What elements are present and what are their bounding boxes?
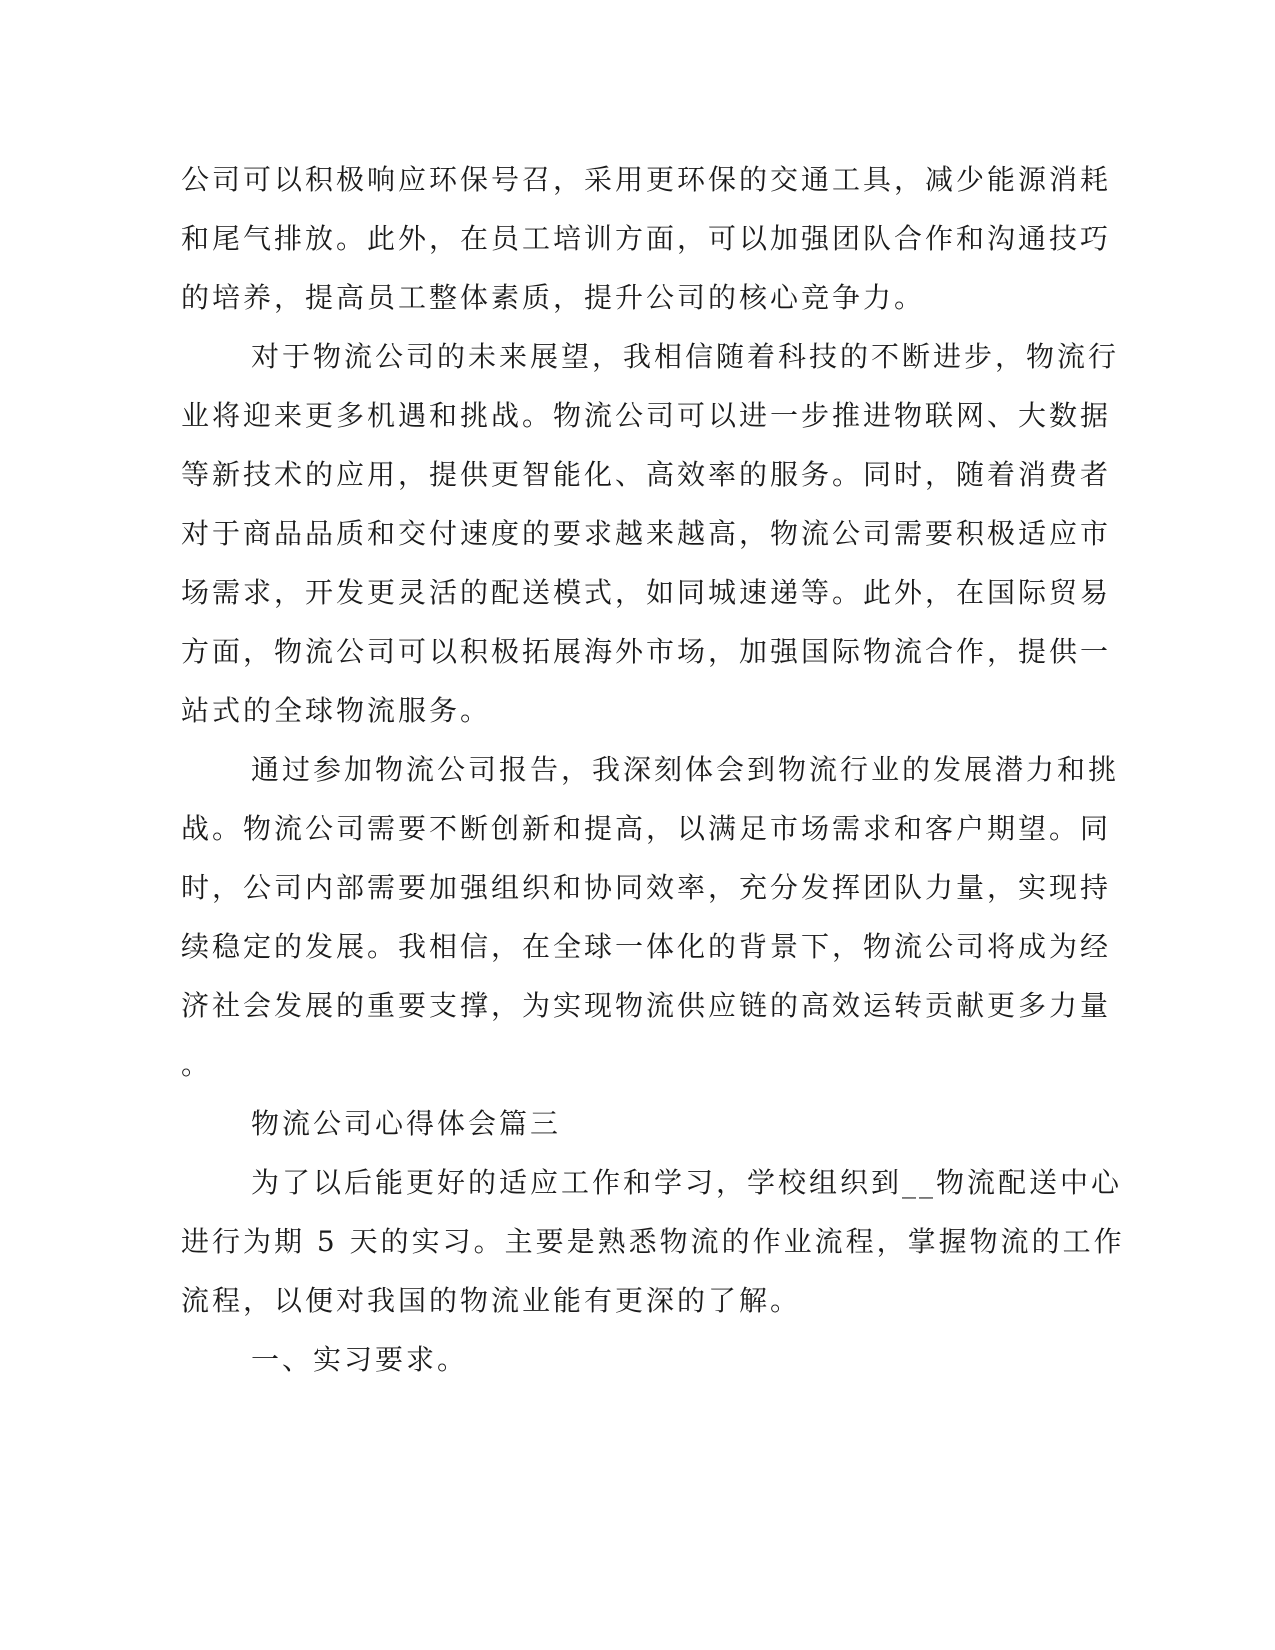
text-line: 时，公司内部需要加强组织和协同效率，充分发挥团队力量，实现持 bbox=[181, 871, 1112, 904]
text-line: 公司可以积极响应环保号召，采用更环保的交通工具，减少能源消耗 bbox=[181, 163, 1112, 196]
text-line: 方面，物流公司可以积极拓展海外市场，加强国际物流合作，提供一 bbox=[181, 635, 1112, 668]
section-heading: 物流公司心得体会篇三 bbox=[251, 1107, 562, 1140]
text-line: 业将迎来更多机遇和挑战。物流公司可以进一步推进物联网、大数据 bbox=[181, 399, 1112, 432]
text-line: 进行为期 5 天的实习。主要是熟悉物流的作业流程，掌握物流的工作 bbox=[181, 1225, 1125, 1258]
paragraph-first-line: 对于物流公司的未来展望，我相信随着科技的不断进步，物流行 bbox=[251, 340, 1120, 373]
text-line: 续稳定的发展。我相信，在全球一体化的背景下，物流公司将成为经 bbox=[181, 930, 1112, 963]
text-line: 和尾气排放。此外，在员工培训方面，可以加强团队合作和沟通技巧 bbox=[181, 222, 1112, 255]
text-line: 流程，以便对我国的物流业能有更深的了解。 bbox=[181, 1284, 802, 1317]
text-line: 的培养，提高员工整体素质，提升公司的核心竞争力。 bbox=[181, 281, 926, 314]
text-line: 对于商品品质和交付速度的要求越来越高，物流公司需要积极适应市 bbox=[181, 517, 1112, 550]
text-line: 。 bbox=[181, 1048, 213, 1081]
paragraph-first-line: 通过参加物流公司报告，我深刻体会到物流行业的发展潜力和挑 bbox=[251, 753, 1120, 786]
text-line: 战。物流公司需要不断创新和提高，以满足市场需求和客户期望。同 bbox=[181, 812, 1112, 845]
text-line: 等新技术的应用，提供更智能化、高效率的服务。同时，随着消费者 bbox=[181, 458, 1112, 491]
text-line: 场需求，开发更灵活的配送模式，如同城速递等。此外，在国际贸易 bbox=[181, 576, 1112, 609]
subsection-heading: 一、实习要求。 bbox=[251, 1343, 469, 1376]
text-line: 济社会发展的重要支撑，为实现物流供应链的高效运转贡献更多力量 bbox=[181, 989, 1112, 1022]
paragraph-first-line: 为了以后能更好的适应工作和学习，学校组织到__物流配送中心 bbox=[251, 1166, 1123, 1199]
text-line: 站式的全球物流服务。 bbox=[181, 694, 492, 727]
